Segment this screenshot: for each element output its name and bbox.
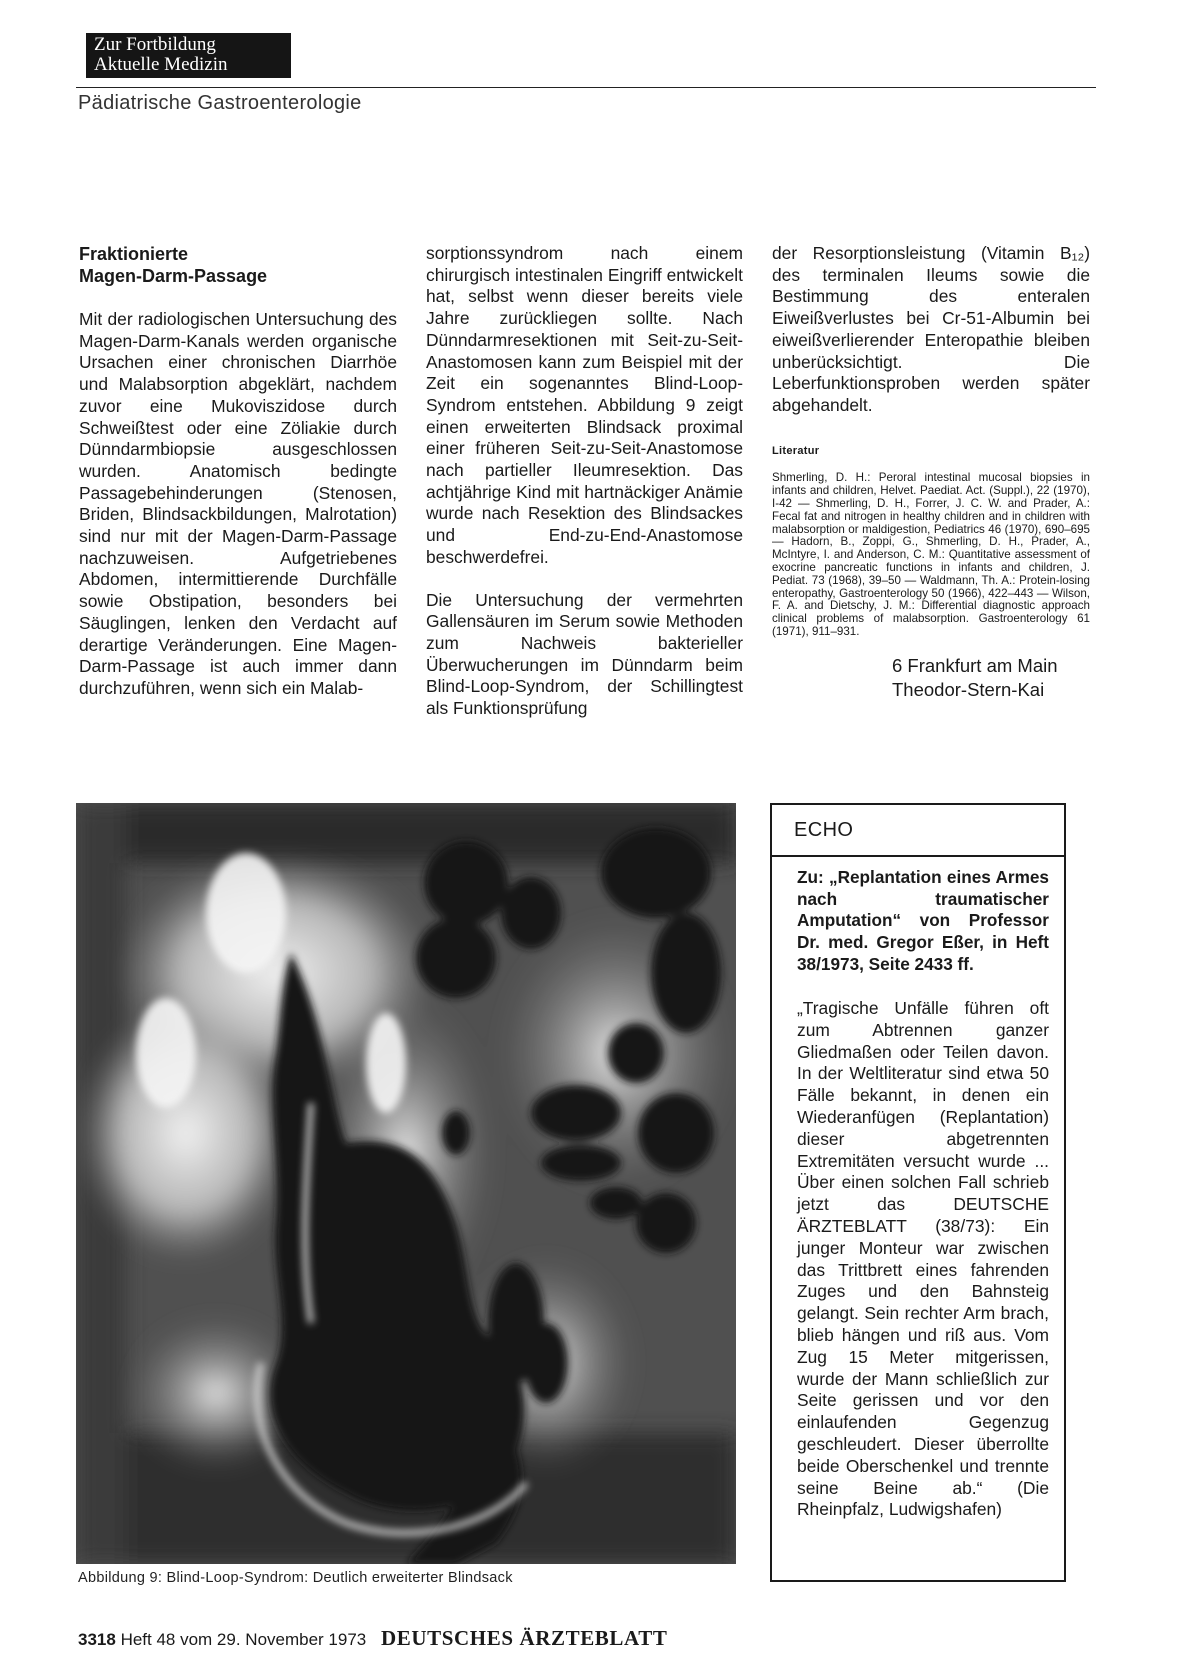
issue-info: Heft 48 vom 29. November 1973 xyxy=(120,1630,367,1649)
page-footer xyxy=(78,1626,667,1651)
column-3 xyxy=(772,243,1090,702)
page-number: 3318 xyxy=(78,1630,116,1649)
echo-intro: Zu: „Replantation eines Armes nach traumatischer Amputation“ von Professor Dr. med. Gregor Eßer, in Heft 38/1973, Seite 2433 ff. xyxy=(797,867,1049,974)
rubric-line-2: Aktuelle Medizin xyxy=(94,54,228,75)
section-title: Pädiatrische Gastroenterologie xyxy=(78,92,362,114)
subheading xyxy=(79,243,397,287)
header-rule xyxy=(76,87,1096,88)
paragraph-resorption: der Resorptionsleistung (Vitamin B₁₂) des terminalen Ileums sowie die Bestimmung des enteralen Eiweißverlustes bei Cr-51-Albumin bei eiweißverlierender Enteropathie bleiben unberücksichtigt. Die Leberfunktionsproben werden später abgehandelt. xyxy=(772,243,1090,415)
xray-image xyxy=(76,803,736,1564)
paragraph-gallensaeuren: Die Untersuchung der vermehrten Gallensäuren im Serum sowie Methoden zum Nachweis bakterieller Überwucherungen im Dünndarm beim Blind-Loop-Syndrom, der Schillingtest als Funktionsprüfung xyxy=(426,589,743,719)
paragraph-passage: Mit der radiologischen Untersuchung des Magen-Darm-Kanals werden organische Ursachen einer chronischen Diarrhöe und Malabsorption abgeklärt, nachdem zuvor eine Mukoviszidose durch Schweißtest oder eine Zöliakie durch Dünndarmbiopsie ausgeschlossen wurden. Anatomisch bedingte Passagebehinderungen (Stenosen, Briden, Blindsackbildungen, Malrotation) sind nur mit der Magen-Darm-Passage nachzuweisen. Aufgetriebenes Abdomen, intermittierende Durchfälle sowie Obstipation, besonders bei Säuglingen, lenken den Verdacht auf derartige Veränderungen. Eine Magen-Darm-Passage ist auch immer dann durchzuführen, wenn sich ein Malab- xyxy=(79,309,397,698)
references: Shmerling, D. H.: Peroral intestinal mucosal biopsies in infants and children, Helvet. Paediat. Act. (Suppl.), 22 (1970), I-42 — Shmerling, D. H., Forrer, J. C. W. and Prader, A.: Fecal fat and nitrogen in healthy children and in children with malabsorption or maldigestion, Pediatrics 46 (1970), 690–695 — Hadorn, B., Zoppi, G., Shmerling, D. H., Prader, A., McIntyre, I. and Anderson, C. M.: Quantitative assessment of exocrine pancreatic functions in infants and children, J. Pediat. 73 (1968), 39–50 — Waldmann, Th. A.: Protein-losing enteropathy, Gastroenterology 50 (1966), 422–443 — Wilson, F. A. and Dietschy, J. M.: Differential diagnostic approach clinical problems of malabsorption. Gastroenterology 61 (1971), 911–931. xyxy=(772,471,1090,638)
echo-label: ECHO xyxy=(794,819,854,841)
column-1 xyxy=(79,243,397,700)
address-line-2: Theodor-Stern-Kai xyxy=(892,678,1045,700)
section-rubric xyxy=(86,33,291,78)
echo-separator xyxy=(772,855,1064,857)
column-2 xyxy=(426,243,743,720)
paragraph-blind-loop: sorptionssyndrom nach einem chirurgisch intestinalen Eingriff entwickelt hat, selbst wenn dieser bereits viele Jahre zurückliegen sollte. Nach Dünndarmresektionen mit Seit-zu-Seit-Anastomosen kann zum Beispiel mit der Zeit ein sogenanntes Blind-Loop-Syndrom entstehen. Abbildung 9 zeigt einen erweiterten Blindsack proximal einer früheren Seit-zu-Seit-Anastomose nach partieller Ileumresektion. Das achtjährige Kind mit hartnäckiger Anämie wurde nach Resektion des Blindsackes und End-zu-End-Anastomose beschwerdefrei. xyxy=(426,243,743,567)
xray-figure xyxy=(76,803,736,1564)
subheading-line-1: Fraktionierte xyxy=(79,244,189,264)
magazine-title: DEUTSCHES ÄRZTEBLATT xyxy=(380,1626,668,1650)
author-address xyxy=(892,654,1090,702)
subheading-line-2: Magen-Darm-Passage xyxy=(79,266,268,286)
echo-box xyxy=(770,803,1066,1582)
echo-text: „Tragische Unfälle führen oft zum Abtrennen ganzer Gliedmaßen oder Teilen davon. In der Weltliteratur sind etwa 50 Fälle bekannt, in denen ein Wiederanfügen (Replantation) dieser abgetrennten Extremitäten versucht wurde ... Über einen solchen Fall schrieb jetzt das DEUTSCHE ÄRZTEBLATT (38/73): Ein junger Monteur war zwischen das Trittbrett eines fahrenden Zuges und den Bahnsteig gelangt. Sein rechter Arm brach, blieb hängen und riß aus. Vom Zug 15 Meter mitgerissen, wurde der Mann schließlich zur Seite gerissen und vor den einlaufenden Gegenzug geschleudert. Dieser überrollte beide Oberschenkel und trennte seine Beine ab.“ (Die Rheinpfalz, Ludwigshafen) xyxy=(797,998,1049,1520)
address-line-1: 6 Frankfurt am Main xyxy=(892,654,1058,676)
figure-caption: Abbildung 9: Blind-Loop-Syndrom: Deutlich erweiterter Blindsack xyxy=(78,1570,513,1586)
rubric-line-1: Zur Fortbildung xyxy=(94,34,216,55)
literature-heading: Literatur xyxy=(772,444,820,457)
